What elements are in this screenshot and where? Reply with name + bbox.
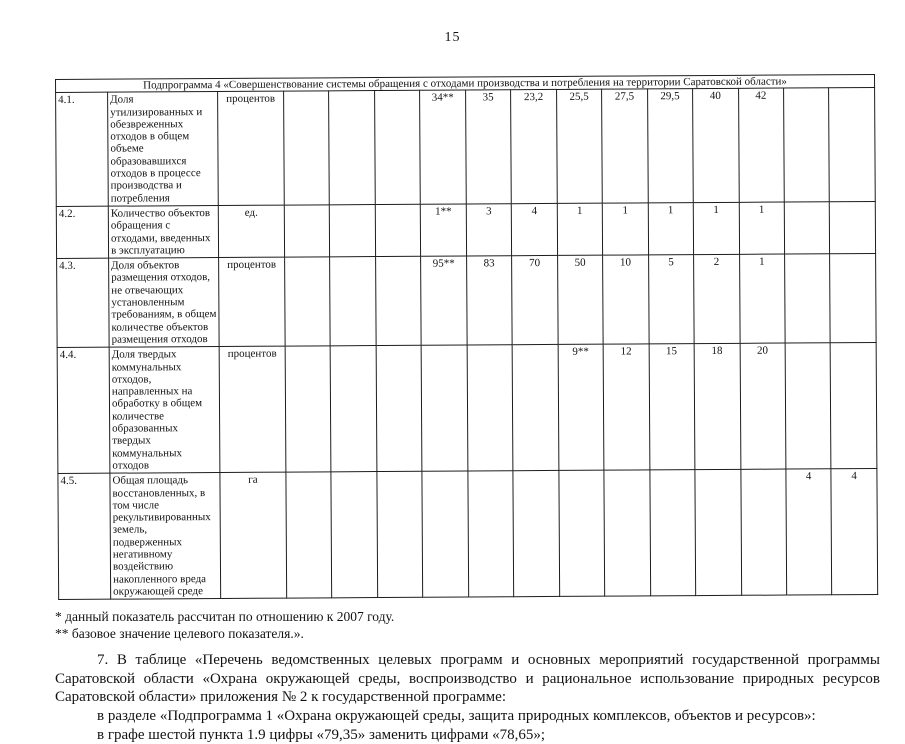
cell-value xyxy=(467,345,513,471)
cell-value: 10 xyxy=(603,255,649,344)
page-number: 15 xyxy=(444,30,461,45)
paragraph-7-subclause-1: в разделе «Подпрограмма 1 «Охрана окружающей среды, защита природных комплексов, объектов и ресурсов»: xyxy=(97,707,816,724)
cell-value: 18 xyxy=(694,344,740,470)
cell-value: 35 xyxy=(465,90,511,204)
row-number: 4.1. xyxy=(56,92,109,206)
indicator-name: Доля утилизированных и обезвреженных отходов в общем объеме образовавшихся отходов в процессе производства и потребления xyxy=(108,92,219,206)
cell-value: 23,2 xyxy=(511,90,557,204)
cell-value: 9** xyxy=(558,344,604,470)
cell-value xyxy=(604,470,650,596)
cell-value xyxy=(512,345,558,471)
cell-value: 3 xyxy=(466,204,512,256)
cell-value: 4 xyxy=(786,469,832,595)
cell-value xyxy=(286,472,332,598)
cell-value xyxy=(650,470,696,596)
cell-value: 1 xyxy=(557,203,603,255)
cell-value xyxy=(830,254,876,343)
cell-value xyxy=(785,343,831,469)
indicators-table xyxy=(55,74,878,600)
paragraph-7-subclause-2: в графе шестой пункта 1.9 цифры «79,35» заменить цифрами «78,65»; xyxy=(97,726,546,743)
cell-value: 5 xyxy=(648,255,694,344)
cell-value: 42 xyxy=(738,88,784,202)
cell-value: 15 xyxy=(649,344,695,470)
cell-value xyxy=(377,471,423,597)
indicator-unit: процентов xyxy=(219,346,286,472)
cell-value: 20 xyxy=(740,343,786,469)
cell-value xyxy=(695,470,741,596)
cell-value xyxy=(513,471,559,597)
table-row xyxy=(57,254,877,348)
cell-value xyxy=(830,201,876,253)
cell-value xyxy=(831,343,877,469)
cell-value xyxy=(375,204,421,256)
indicator-name: Общая площадь восстановленных, в том числе рекультивированных земель, подверженных негативному воздействию накопленного вреда окружающей среде xyxy=(110,473,221,600)
cell-value xyxy=(284,205,330,257)
indicator-name: Количество объектов обращения с отходами, введенных в эксплуатацию xyxy=(108,205,218,258)
indicator-unit: ед. xyxy=(218,205,284,258)
cell-value: 29,5 xyxy=(647,89,693,203)
indicator-unit: га xyxy=(220,472,287,598)
cell-value: 1 xyxy=(648,203,694,255)
indicator-unit: процентов xyxy=(218,91,285,205)
table-subprogram-title: Подпрограмма 4 «Совершенствование системы обращения с отходами производства и потребления на территории Саратовской области» xyxy=(56,74,875,92)
cell-value: 95** xyxy=(421,256,467,345)
cell-value: 1 xyxy=(739,202,785,254)
cell-value xyxy=(376,346,422,472)
cell-value xyxy=(784,88,830,202)
cell-value: 1 xyxy=(693,202,739,254)
table-row xyxy=(56,88,876,207)
cell-value: 1 xyxy=(602,203,648,255)
cell-value: 4 xyxy=(512,203,558,255)
cell-value: 1 xyxy=(739,254,785,343)
indicator-name: Доля твердых коммунальных отходов, направленных на обработку в общем количестве образованных твердых коммунальных отходов xyxy=(109,347,220,474)
cell-value xyxy=(468,471,514,597)
cell-value: 40 xyxy=(693,89,739,203)
indicator-unit: процентов xyxy=(219,257,286,346)
cell-value xyxy=(284,91,330,205)
cell-value xyxy=(330,205,376,257)
cell-value xyxy=(330,257,376,346)
cell-value xyxy=(374,91,420,205)
cell-value: 12 xyxy=(603,344,649,470)
footnote-double-asterisk: ** базовое значение целевого показателя.». xyxy=(55,625,304,641)
cell-value xyxy=(331,472,377,598)
indicator-name: Доля объектов размещения отходов, не отвечающих установленным требованиям, в общем количестве объектов размещения отходов xyxy=(109,258,220,348)
cell-value: 34** xyxy=(420,90,466,204)
cell-value xyxy=(285,346,331,472)
row-number: 4.2. xyxy=(56,206,108,259)
cell-value: 27,5 xyxy=(602,89,648,203)
table-row xyxy=(57,343,877,474)
cell-value xyxy=(740,469,786,595)
cell-value xyxy=(785,254,831,343)
row-number: 4.5. xyxy=(58,473,111,599)
table-row xyxy=(56,201,875,258)
cell-value xyxy=(422,471,468,597)
cell-value: 1** xyxy=(421,204,467,256)
cell-value xyxy=(559,470,605,596)
cell-value xyxy=(329,91,375,205)
cell-value xyxy=(331,346,377,472)
row-number: 4.4. xyxy=(57,347,110,473)
cell-value: 4 xyxy=(831,469,877,595)
cell-value xyxy=(285,257,331,346)
footnote-single-asterisk: * данный показатель рассчитан по отношению к 2007 году. xyxy=(55,609,395,625)
table-row xyxy=(58,469,878,600)
cell-value: 83 xyxy=(466,256,512,345)
cell-value: 50 xyxy=(557,255,603,344)
cell-value xyxy=(784,202,830,254)
row-number: 4.3. xyxy=(57,258,110,347)
paragraph-7: 7. В таблице «Перечень ведомственных целевых программ и основных мероприятий государственной программы Саратовской области «Охрана окружающей среды, воспроизводство и рациональное использование природных ресурсов Саратовской области» приложения № 2 к государственной программе: xyxy=(55,652,880,706)
cell-value: 25,5 xyxy=(556,89,602,203)
cell-value: 70 xyxy=(512,256,558,345)
cell-value xyxy=(375,256,421,345)
footnotes-block xyxy=(55,609,880,642)
cell-value xyxy=(829,88,875,202)
cell-value xyxy=(421,345,467,471)
cell-value: 2 xyxy=(694,254,740,343)
